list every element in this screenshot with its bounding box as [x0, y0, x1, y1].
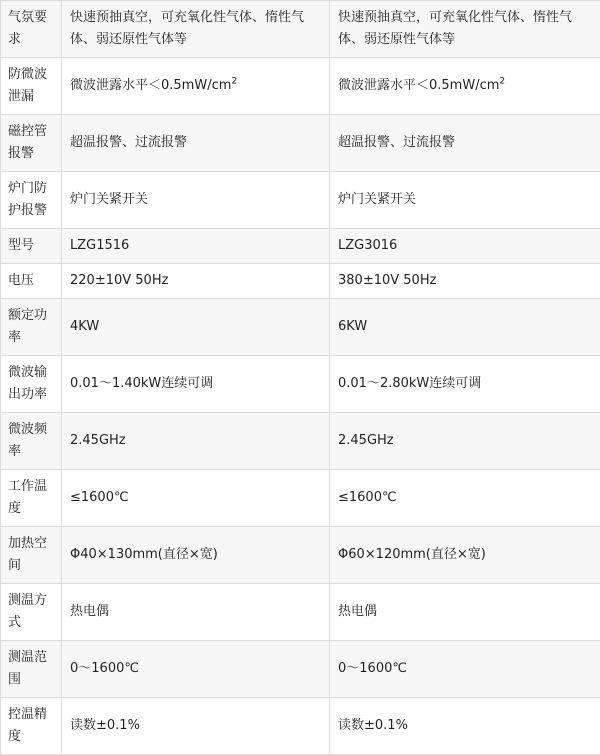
- row-label: 防微波泄漏: [1, 58, 62, 115]
- table-row: [1, 698, 600, 755]
- superscript: 2: [499, 77, 505, 87]
- model-b-value: [330, 58, 600, 115]
- model-a-value: LZG1516: [62, 229, 330, 264]
- table-row: [1, 115, 600, 172]
- row-label: 炉门防护报警: [1, 172, 62, 229]
- model-b-value: 0～1600℃: [330, 641, 600, 698]
- table-row: [1, 413, 600, 470]
- table-row: [1, 1, 600, 58]
- value-text: 微波泄露水平＜0.5mW/cm: [338, 78, 499, 93]
- model-a-value: 4KW: [62, 299, 330, 356]
- model-b-value: 6KW: [330, 299, 600, 356]
- table-row: [1, 264, 600, 299]
- model-a-value: [62, 58, 330, 115]
- model-a-value: 读数±0.1%: [62, 698, 330, 755]
- model-a-value: 超温报警、过流报警: [62, 115, 330, 172]
- model-b-value: 2.45GHz: [330, 413, 600, 470]
- model-b-value: 0.01～2.80kW连续可调: [330, 356, 600, 413]
- model-a-value: 热电偶: [62, 584, 330, 641]
- model-b-value: 炉门关紧开关: [330, 172, 600, 229]
- row-label: 额定功率: [1, 299, 62, 356]
- value-text: 微波泄露水平＜0.5mW/cm: [70, 78, 231, 93]
- model-a-value: 0.01～1.40kW连续可调: [62, 356, 330, 413]
- model-a-value: 快速预抽真空，可充氧化性气体、惰性气体、弱还原性气体等: [62, 1, 330, 58]
- model-b-value: 超温报警、过流报警: [330, 115, 600, 172]
- model-b-value: Φ60×120mm(直径×宽): [330, 527, 600, 584]
- table-row: [1, 229, 600, 264]
- row-label: 工作温度: [1, 470, 62, 527]
- model-a-value: 0～1600℃: [62, 641, 330, 698]
- row-label: 测温范围: [1, 641, 62, 698]
- model-a-value: 2.45GHz: [62, 413, 330, 470]
- row-label: 电压: [1, 264, 62, 299]
- table-row: [1, 470, 600, 527]
- table-row: [1, 356, 600, 413]
- model-b-value: ≤1600℃: [330, 470, 600, 527]
- model-b-value: 快速预抽真空，可充氧化性气体、惰性气体、弱还原性气体等: [330, 1, 600, 58]
- model-a-value: Φ40×130mm(直径×宽): [62, 527, 330, 584]
- model-b-value: 热电偶: [330, 584, 600, 641]
- row-label: 气氛要求: [1, 1, 62, 58]
- row-label: 微波频率: [1, 413, 62, 470]
- model-a-value: 炉门关紧开关: [62, 172, 330, 229]
- table-row: [1, 172, 600, 229]
- row-label: 微波输出功率: [1, 356, 62, 413]
- model-a-value: 220±10V 50Hz: [62, 264, 330, 299]
- table-row: [1, 58, 600, 115]
- model-b-value: LZG3016: [330, 229, 600, 264]
- model-b-value: 读数±0.1%: [330, 698, 600, 755]
- row-label: 控温精度: [1, 698, 62, 755]
- table-row: [1, 584, 600, 641]
- table-row: [1, 299, 600, 356]
- model-b-value: 380±10V 50Hz: [330, 264, 600, 299]
- row-label: 磁控管报警: [1, 115, 62, 172]
- table-row: [1, 527, 600, 584]
- row-label: 测温方式: [1, 584, 62, 641]
- model-a-value: ≤1600℃: [62, 470, 330, 527]
- row-label: 型号: [1, 229, 62, 264]
- row-label: 加热空间: [1, 527, 62, 584]
- superscript: 2: [231, 77, 237, 87]
